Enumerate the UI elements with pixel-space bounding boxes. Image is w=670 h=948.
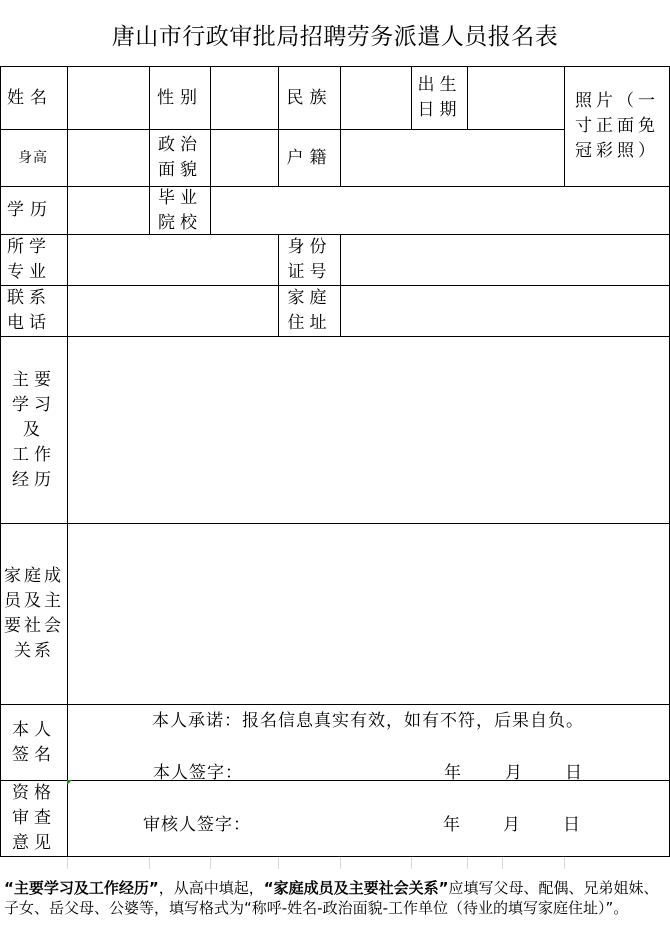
faint-grid-line [278, 857, 279, 869]
label-signature: 本人 签名 [12, 719, 56, 765]
ethnicity-field[interactable] [341, 67, 411, 129]
home-address-field[interactable] [341, 286, 669, 336]
label-hukou: 户籍 [286, 147, 333, 168]
note-emphasis-1: “主要学习及工作经历” [4, 879, 159, 897]
pledge-text: 本人承诺：报名信息真实有效，如有不符，后果自负。 [152, 711, 584, 731]
note-emphasis-2: “家庭成员及主要社会关系” [263, 879, 449, 897]
review-year: 年 [443, 815, 461, 835]
label-birth-date: 出生 日期 [417, 75, 462, 120]
label-name: 姓名 [7, 87, 53, 108]
signer-label: 本人签字： [153, 763, 243, 783]
hukou-field[interactable] [341, 130, 564, 186]
faint-grid-line [67, 857, 68, 869]
experience-field[interactable] [68, 337, 669, 523]
review-day: 日 [563, 815, 581, 835]
reviewer-label: 审核人签字： [143, 815, 251, 835]
label-ethnicity: 民族 [286, 87, 333, 108]
note-text-1: ，从高中填起， [158, 879, 264, 897]
label-major: 所学 专业 [7, 237, 51, 282]
border-bottom [0, 856, 670, 857]
label-home-address: 家庭 住址 [287, 288, 332, 333]
note-text-2: 应填写父母、配偶、兄弟姐妹、子女、岳父母、公婆等，填写格式为“称呼-姓名-政治面貌-工作单位（待业的填写家庭住址）”。 [4, 879, 659, 917]
form-title: 唐山市行政审批局招聘劳务派遣人员报名表 [111, 24, 559, 50]
faint-grid-line [210, 857, 211, 869]
faint-grid-line [502, 857, 503, 869]
major-field[interactable] [68, 235, 278, 285]
id-number-field[interactable] [341, 235, 669, 285]
label-id-number: 身份 证号 [287, 237, 332, 282]
faint-grid-line [149, 857, 150, 869]
label-phone: 联系 电话 [7, 288, 51, 333]
name-field[interactable] [68, 67, 149, 129]
cell-comment-marker [67, 780, 72, 785]
birth-date-field[interactable] [468, 67, 564, 129]
family-field[interactable] [68, 524, 669, 704]
reviewer-signature-field[interactable] [250, 804, 430, 830]
label-review: 资格 审查 意见 [12, 783, 56, 853]
photo-box[interactable]: 照片（一 寸正面免 冠彩照） [575, 91, 659, 161]
sign-day: 日 [565, 763, 583, 783]
row-line-7 [0, 704, 670, 705]
political-field[interactable] [211, 130, 278, 186]
faint-grid-line [340, 857, 341, 869]
label-political: 政治 面貌 [158, 135, 202, 180]
phone-field[interactable] [68, 286, 278, 336]
sign-year: 年 [444, 763, 462, 783]
faint-grid-line [467, 857, 468, 869]
faint-grid-line [411, 857, 412, 869]
faint-grid-line [564, 857, 565, 869]
label-family: 家庭成 员及主 要社会 关系 [4, 566, 64, 661]
height-field[interactable] [68, 130, 149, 186]
label-experience: 主要 学习 及 工作 经历 [12, 369, 56, 490]
sign-month: 月 [505, 763, 523, 783]
gender-field[interactable] [211, 67, 278, 129]
signer-signature-field[interactable] [245, 752, 430, 778]
label-gender: 性别 [157, 87, 203, 108]
label-education: 学历 [7, 200, 53, 220]
footnote [4, 878, 668, 918]
graduated-school-field[interactable] [211, 187, 669, 234]
education-field[interactable] [68, 187, 149, 234]
label-graduated-school: 毕业 院校 [158, 187, 202, 233]
review-month: 月 [503, 815, 521, 835]
label-height: 身高 [18, 149, 48, 166]
